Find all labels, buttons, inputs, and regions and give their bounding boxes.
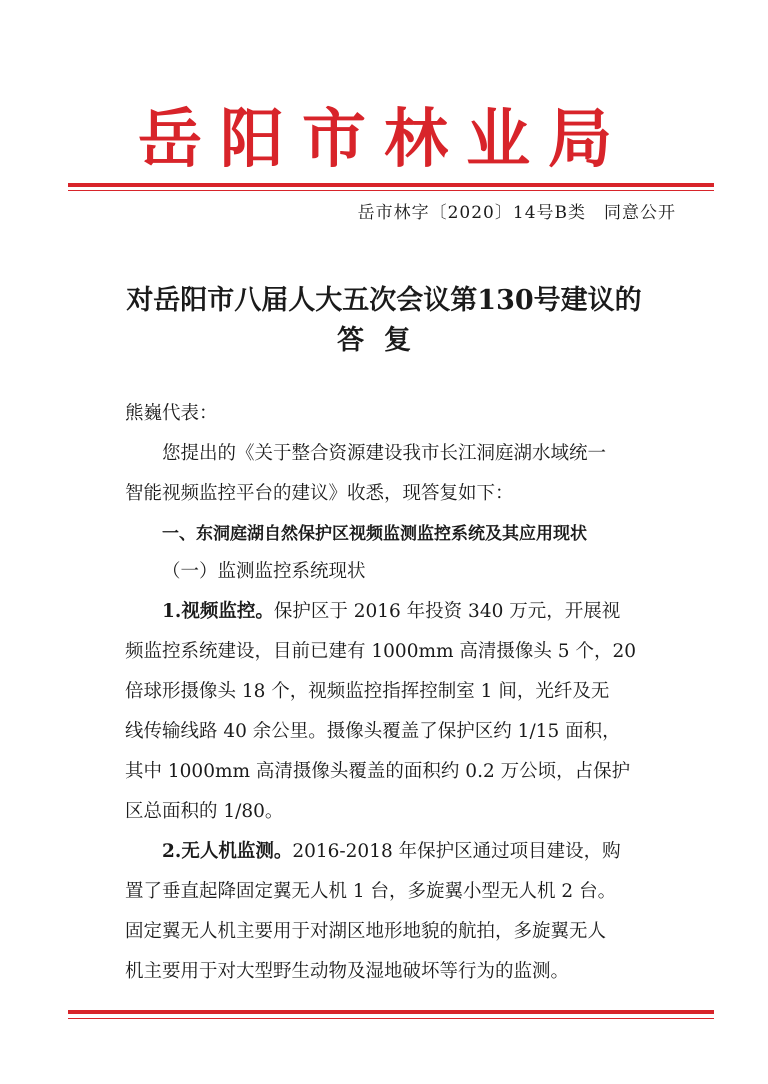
item-1-line3: 倍球形摄像头 18 个，视频监控指挥控制室 1 间，光纤及无 [125, 681, 610, 702]
item-1-line2: 频监控系统建设，目前已建有 1000mm 高清摄像头 5 个，20 [125, 641, 637, 662]
item-1-text: 保护区于 2016 年投资 340 万元，开展视 [273, 601, 621, 622]
item-1-label: 1.视频监控。 [162, 601, 274, 622]
document-title-line1: 对岳阳市八届人大五次会议第130号建议的 [126, 285, 642, 316]
item-2-line4: 机主要用于对大型野生动物及湿地破坏等行为的监测。 [125, 961, 570, 982]
footer-rule-thick [68, 1010, 714, 1014]
item-1-line4: 线传输线路 40 余公里。摄像头覆盖了保护区约 1/15 面积， [125, 721, 621, 742]
paragraph-1-line2: 智能视频监控平台的建议》收悉，现答复如下： [125, 483, 514, 504]
item-1-line5: 其中 1000mm 高清摄像头覆盖的面积约 0.2 万公顷，占保护 [125, 761, 631, 782]
item-1-line6: 区总面积的 1/80。 [125, 801, 284, 822]
item-1-line1 [162, 594, 722, 630]
paragraph-1-line1: 您提出的《关于整合资源建设我市长江洞庭湖水域统一 [162, 443, 607, 464]
section-1-heading: 一、东洞庭湖自然保护区视频监测监控系统及其应用现状 [162, 524, 587, 544]
document-title-line2: 答复 [337, 325, 431, 356]
item-2-line3: 固定翼无人机主要用于对湖区地形地貌的航拍，多旋翼无人 [125, 921, 607, 942]
subsection-1-heading: （一）监测监控系统现状 [162, 561, 366, 582]
footer-rule-thin [68, 1018, 714, 1019]
item-2-line1 [162, 834, 722, 870]
org-header-title: 岳阳市林业局 [138, 103, 630, 177]
item-2-line2: 置了垂直起降固定翼无人机 1 台，多旋翼小型无人机 2 台。 [125, 881, 617, 902]
document-number: 岳市林字〔2020〕14号B类 同意公开 [357, 203, 676, 223]
item-2-text: 2016-2018 年保护区通过项目建设，购 [292, 841, 621, 862]
header-rule-thin [68, 190, 714, 191]
item-2-label: 2.无人机监测。 [162, 841, 293, 862]
salutation: 熊巍代表： [125, 403, 218, 424]
header-rule-thick [68, 183, 714, 187]
